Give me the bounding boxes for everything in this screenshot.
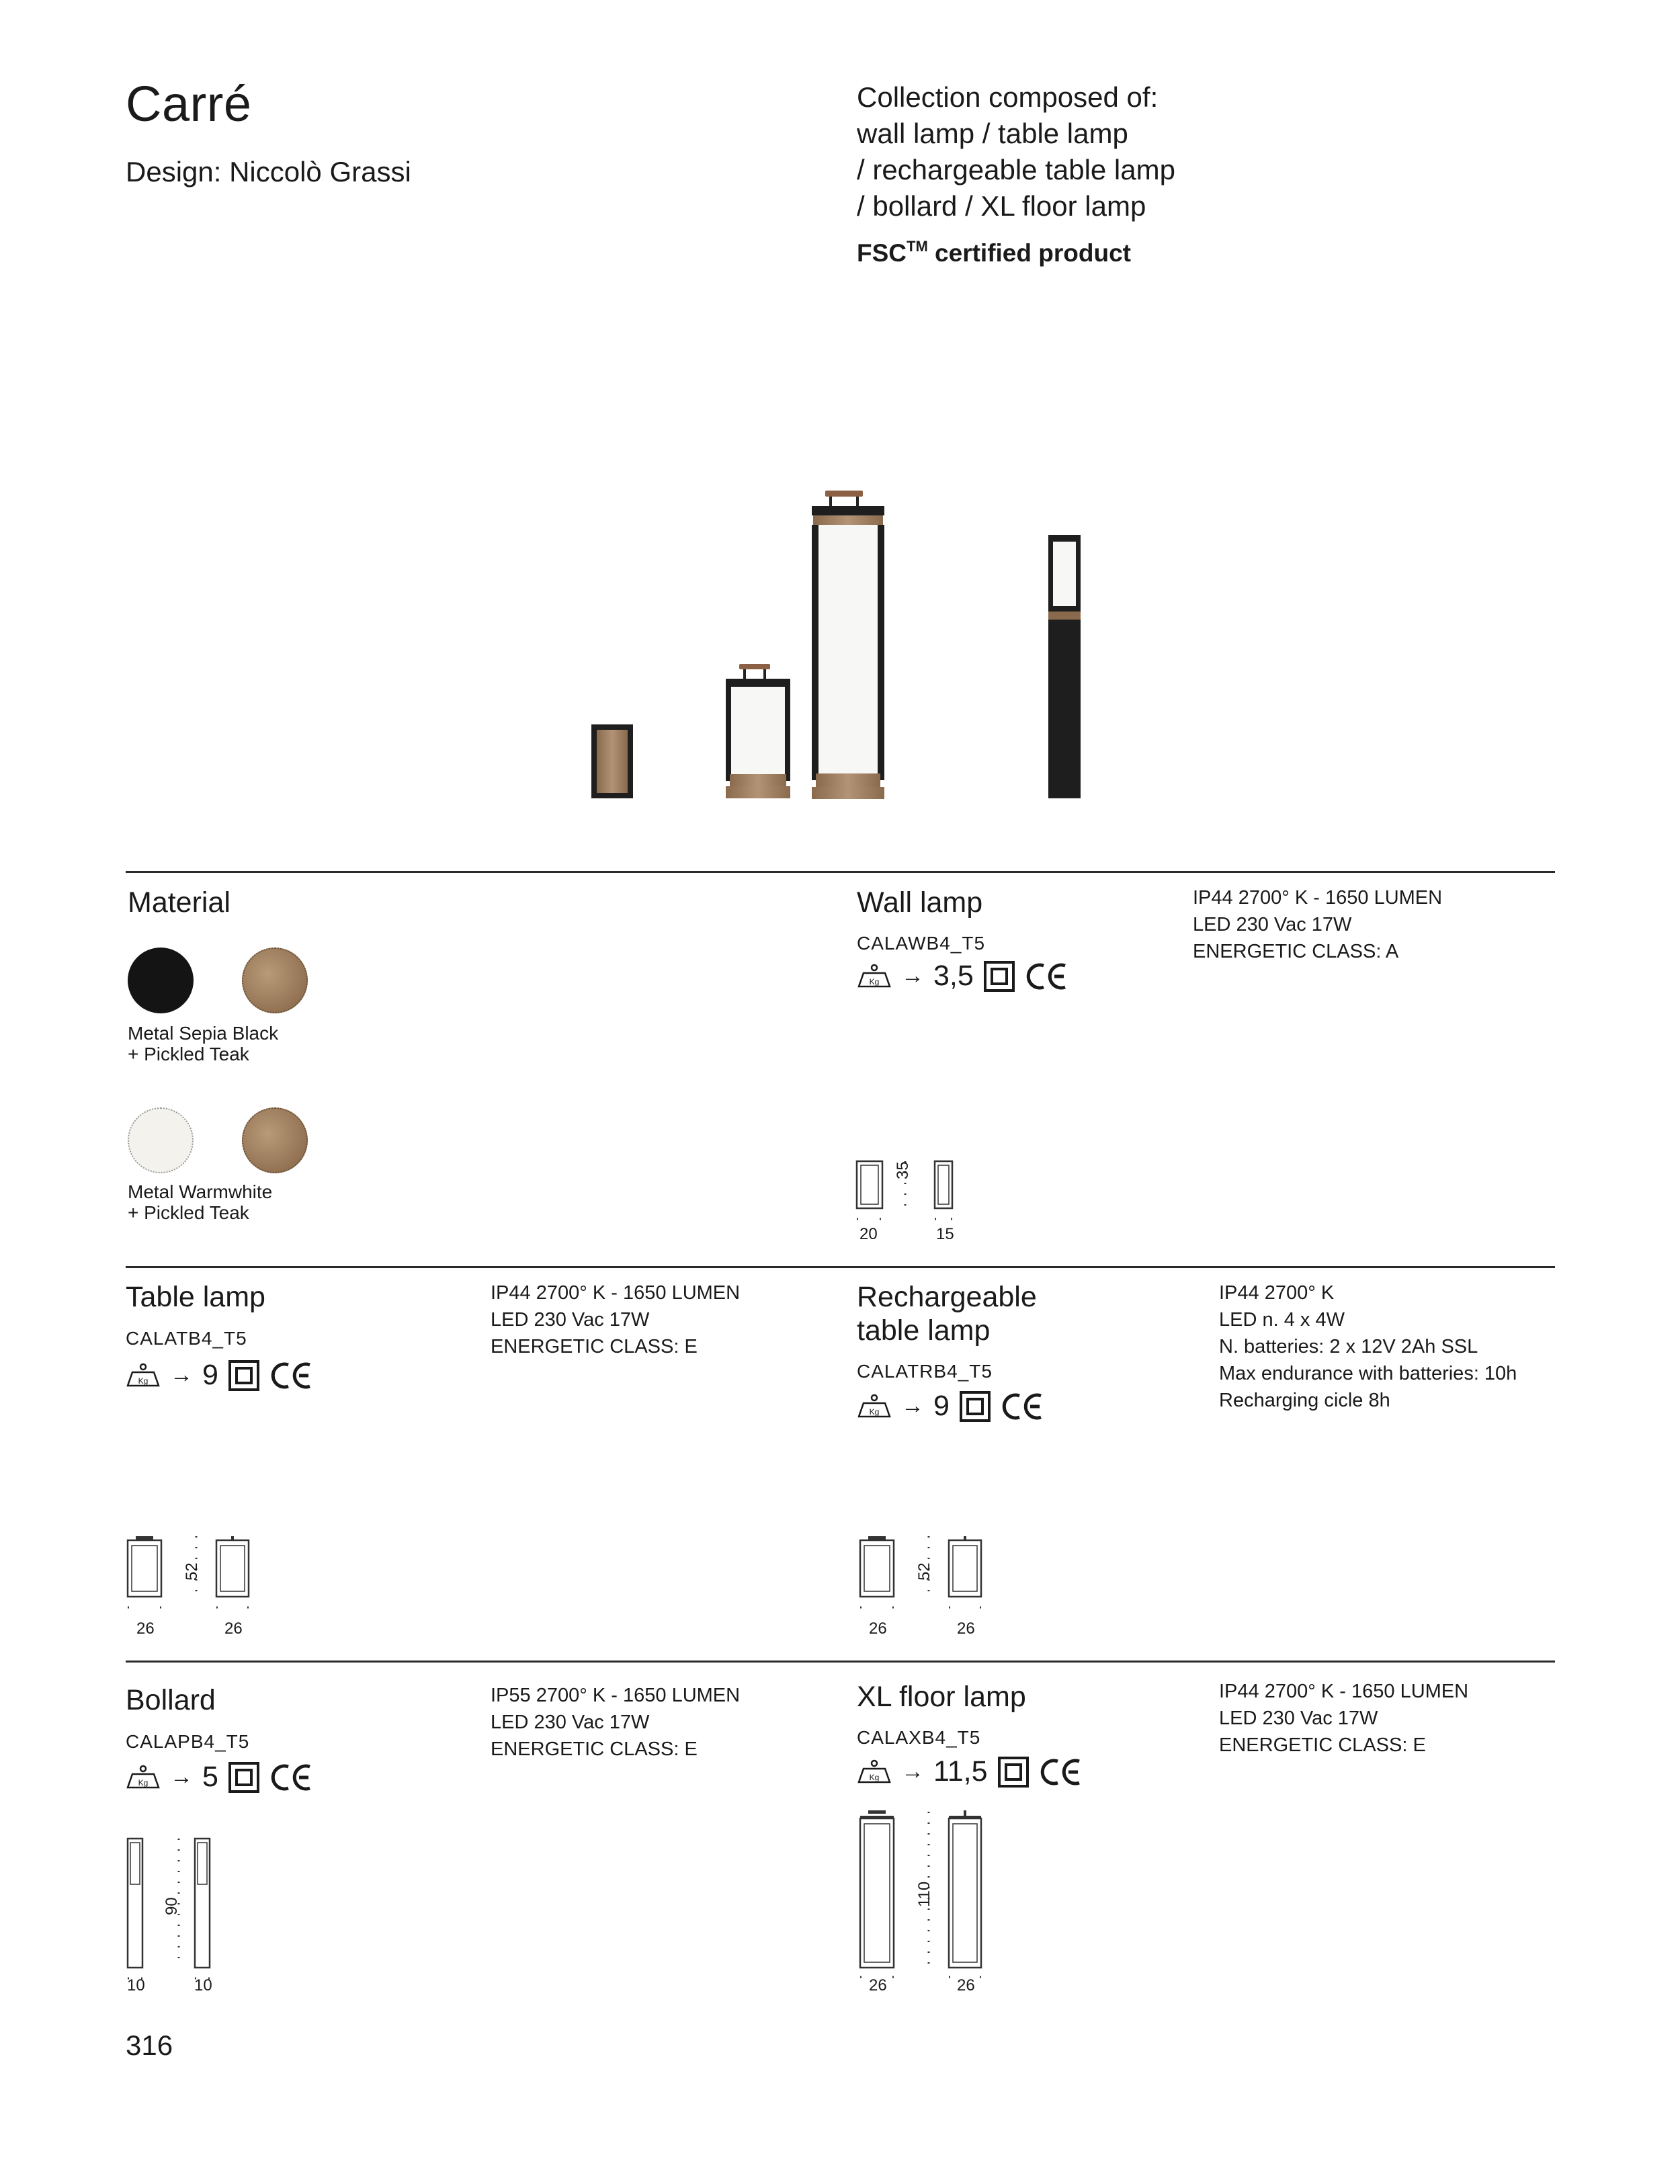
material-name-line: + Pickled Teak xyxy=(128,1044,249,1064)
double-insulation-icon xyxy=(228,1359,260,1392)
bollard-specs xyxy=(491,1682,740,1763)
spec-line: IP44 2700° K xyxy=(1219,1282,1335,1304)
ce-mark-icon xyxy=(1001,1390,1045,1423)
swatch-metal-sepia-black xyxy=(128,948,194,1013)
material-name-line: + Pickled Teak xyxy=(128,1202,249,1223)
xl-floor-lamp-height: 110 xyxy=(915,1881,933,1907)
table-lamp-dimension-drawing xyxy=(121,1532,262,1633)
wall-lamp-height: 35 xyxy=(894,1161,912,1179)
xl-floor-lamp-image xyxy=(812,491,884,799)
rechargeable-lamp-width: 26 xyxy=(869,1620,887,1638)
xl-floor-lamp-title: XL floor lamp xyxy=(857,1681,1026,1713)
ce-mark-icon xyxy=(1025,960,1069,993)
spec-line: IP55 2700° K - 1650 LUMEN xyxy=(491,1685,741,1706)
spec-line: Recharging cicle 8h xyxy=(1219,1390,1390,1411)
bollard-weight-row xyxy=(126,1761,314,1794)
title-line: table lamp xyxy=(857,1314,991,1347)
weight-kg-icon xyxy=(126,1765,161,1790)
table-lamp-height: 52 xyxy=(183,1562,201,1581)
rechargeable-lamp-title xyxy=(857,1280,1037,1347)
spec-line: LED 230 Vac 17W xyxy=(491,1712,650,1733)
double-insulation-icon xyxy=(997,1756,1030,1788)
bollard-height: 90 xyxy=(163,1897,181,1915)
table-lamp-weight-row xyxy=(126,1359,314,1392)
section-divider xyxy=(126,1266,1555,1268)
spec-line: ENERGETIC CLASS: E xyxy=(491,1336,698,1357)
kg-label: Kg xyxy=(869,976,880,986)
material-label xyxy=(128,1023,278,1064)
rechargeable-lamp-height: 52 xyxy=(915,1562,933,1581)
spec-line: LED n. 4 x 4W xyxy=(1219,1309,1345,1331)
bollard-title: Bollard xyxy=(126,1684,216,1716)
page-number: 316 xyxy=(126,2029,173,2061)
swatch-pickled-teak xyxy=(242,948,308,1013)
section-divider xyxy=(126,871,1555,873)
fsc-certification xyxy=(857,239,1131,267)
spec-line: ENERGETIC CLASS: E xyxy=(491,1738,698,1760)
collection-line: / rechargeable table lamp xyxy=(857,154,1175,185)
kg-label: Kg xyxy=(869,1772,880,1782)
double-insulation-icon xyxy=(959,1390,991,1423)
spec-line: ENERGETIC CLASS: E xyxy=(1219,1734,1426,1756)
table-lamp-depth: 26 xyxy=(224,1620,243,1638)
collection-description xyxy=(857,79,1175,224)
arrow-icon: → xyxy=(170,1764,193,1790)
rechargeable-lamp-weight-row xyxy=(857,1390,1045,1423)
spec-line: IP44 2700° K - 1650 LUMEN xyxy=(1193,887,1443,909)
table-lamp-title: Table lamp xyxy=(126,1281,265,1313)
section-divider xyxy=(126,1661,1555,1663)
material-heading: Material xyxy=(128,886,230,919)
table-lamp-specs xyxy=(491,1279,740,1360)
spec-line: LED 230 Vac 17W xyxy=(1193,914,1352,935)
wall-lamp-specs xyxy=(1193,884,1442,965)
weight-kg-icon xyxy=(857,1394,892,1419)
spec-line: Max endurance with batteries: 10h xyxy=(1219,1363,1517,1384)
arrow-icon: → xyxy=(170,1362,193,1388)
xl-floor-lamp-width: 26 xyxy=(869,1976,887,1994)
rechargeable-lamp-specs xyxy=(1219,1279,1517,1414)
bollard-width: 10 xyxy=(127,1976,145,1994)
wall-lamp-weight: 3,5 xyxy=(933,960,974,992)
fsc-label: FSC xyxy=(857,239,907,267)
trademark-sup: TM xyxy=(907,238,928,255)
arrow-icon: → xyxy=(901,1759,924,1784)
xl-floor-lamp-depth: 26 xyxy=(957,1976,975,1994)
weight-kg-icon xyxy=(857,964,892,989)
rechargeable-lamp-dimension-drawing xyxy=(853,1532,995,1633)
wall-lamp-weight-row xyxy=(857,960,1069,993)
kg-label: Kg xyxy=(138,1376,149,1386)
spec-line: LED 230 Vac 17W xyxy=(491,1309,650,1331)
xl-floor-lamp-specs xyxy=(1219,1678,1468,1759)
product-family-photo xyxy=(578,484,1102,806)
material-name-line: Metal Warmwhite xyxy=(128,1181,273,1202)
swatch-metal-warmwhite xyxy=(128,1107,194,1173)
collection-line: wall lamp / table lamp xyxy=(857,118,1128,149)
xl-floor-lamp-weight-row xyxy=(857,1755,1083,1788)
weight-kg-icon xyxy=(857,1759,892,1785)
bollard-code: CALAPB4_T5 xyxy=(126,1731,250,1752)
kg-label: Kg xyxy=(138,1777,149,1788)
page-title: Carré xyxy=(126,76,252,132)
table-lamp-image xyxy=(726,664,790,798)
xl-floor-lamp-code: CALAXB4_T5 xyxy=(857,1727,981,1748)
rechargeable-lamp-code: CALATRB4_T5 xyxy=(857,1361,993,1382)
designer-credit: Design: Niccolò Grassi xyxy=(126,156,411,187)
table-lamp-code: CALATB4_T5 xyxy=(126,1328,247,1349)
xl-floor-lamp-weight: 11,5 xyxy=(933,1755,988,1788)
material-label xyxy=(128,1181,272,1223)
table-lamp-width: 26 xyxy=(136,1620,155,1638)
arrow-icon: → xyxy=(901,963,924,989)
wall-lamp-image xyxy=(591,724,633,798)
double-insulation-icon xyxy=(228,1761,260,1794)
arrow-icon: → xyxy=(901,1393,924,1419)
rechargeable-lamp-weight: 9 xyxy=(933,1390,950,1422)
collection-line: / bollard / XL floor lamp xyxy=(857,190,1146,222)
table-lamp-weight: 9 xyxy=(202,1359,218,1391)
wall-lamp-code: CALAWB4_T5 xyxy=(857,933,986,954)
fsc-suffix: certified product xyxy=(927,239,1131,267)
title-line: Rechargeable xyxy=(857,1281,1037,1313)
spec-line: N. batteries: 2 x 12V 2Ah SSL xyxy=(1219,1336,1478,1357)
swatch-pickled-teak xyxy=(242,1107,308,1173)
bollard-weight: 5 xyxy=(202,1761,218,1793)
collection-line: Collection composed of: xyxy=(857,81,1159,113)
spec-line: IP44 2700° K - 1650 LUMEN xyxy=(491,1282,741,1304)
double-insulation-icon xyxy=(983,960,1015,993)
spec-line: IP44 2700° K - 1650 LUMEN xyxy=(1219,1681,1469,1702)
kg-label: Kg xyxy=(869,1406,880,1417)
wall-lamp-title: Wall lamp xyxy=(857,886,983,919)
bollard-image xyxy=(1048,535,1081,798)
wall-lamp-depth: 15 xyxy=(936,1225,954,1243)
spec-line: LED 230 Vac 17W xyxy=(1219,1708,1378,1729)
wall-lamp-width: 20 xyxy=(859,1225,878,1243)
ce-mark-icon xyxy=(269,1359,314,1392)
spec-line: ENERGETIC CLASS: A xyxy=(1193,941,1399,962)
rechargeable-lamp-depth: 26 xyxy=(957,1620,975,1638)
bollard-depth: 10 xyxy=(194,1976,212,1994)
ce-mark-icon xyxy=(1039,1756,1083,1788)
weight-kg-icon xyxy=(126,1363,161,1388)
ce-mark-icon xyxy=(269,1761,314,1794)
material-name-line: Metal Sepia Black xyxy=(128,1023,279,1044)
